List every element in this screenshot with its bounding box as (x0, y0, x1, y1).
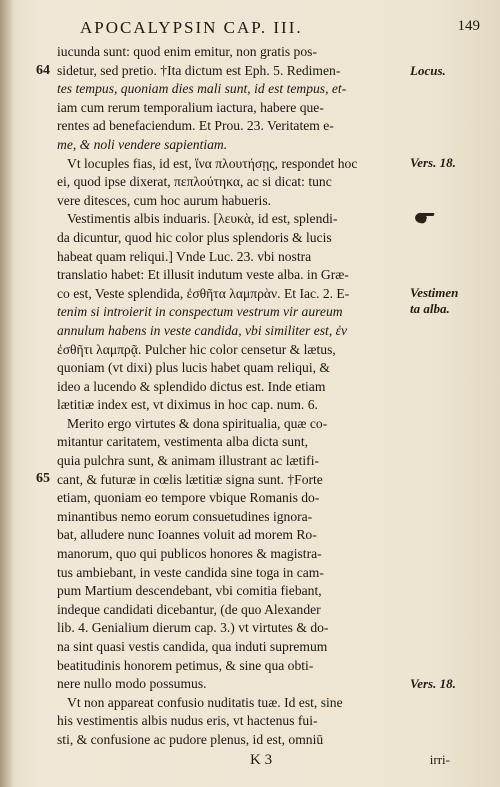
text-line: Vt locuples fias, id est, ἵνα πλουτήσῃς, respondet hoc (67, 155, 358, 171)
margin-note-locus: Locus. (410, 63, 446, 78)
text-line: tenim si introierit in conspectum vestrum vir aureum (57, 304, 343, 320)
text-line: nere nullo modo possumus. (57, 676, 207, 692)
signature-mark: K 3 (250, 752, 273, 768)
body-text (57, 43, 407, 750)
catchword: irri- (429, 752, 450, 767)
text-line: his vestimentis albis nudus eris, vt hactenus fui- (57, 713, 318, 729)
text-line: tes tempus, quoniam dies mali sunt, id est tempus, et- (57, 81, 347, 97)
text-line: iam cum rerum temporalium iactura, habere que- (57, 99, 324, 115)
text-line: quia pulchra sunt, & animam illustrant ac lætifi- (57, 453, 319, 469)
running-title: APOCALYPSIN CAP. III. (80, 18, 303, 37)
page-number: 149 (457, 18, 480, 34)
text-line: minantibus nemo eorum consuetudines ignora- (57, 508, 313, 524)
text-line: ei, quod ipse dixerat, πεπλούτηκα, ac si dicat: tunc (57, 174, 332, 190)
text-line: habeat quam reliqui.] Vnde Luc. 23. vbi nostra (57, 248, 312, 264)
text-line: iucunda sunt: quod enim emitur, non gratis pos- (57, 44, 317, 59)
pointing-hand-icon (414, 209, 436, 225)
text-line: Vestimentis albis induaris. [λευκὰ, id est, splendi- (67, 211, 338, 227)
text-line: pum Martium descendebant, vbi comitia fiebant, (57, 583, 322, 599)
text-line: vere ditesces, cum hoc aurum habueris. (57, 192, 272, 208)
running-header (80, 18, 480, 38)
text-line: ideo a lucendo & splendido dictus est. Inde etiam (57, 378, 326, 394)
text-line: lib. 4. Genialium dierum cap. 3.) vt virtutes & do- (57, 620, 329, 636)
text-line: cant, & futuræ in cœlis lætitiæ signa sunt. †Forte (57, 471, 323, 487)
text-line: lætitiæ index est, vt diximus in hoc cap. num. 6. (57, 397, 318, 413)
text-line: etiam, quoniam eo tempore vbique Romanis do- (57, 490, 320, 506)
text-line: manorum, quo qui publicos honores & magistra- (57, 546, 322, 562)
text-line: rentes ad benefaciendum. Et Prou. 23. Veritatem e- (57, 118, 334, 134)
margin-note-65: 65 (36, 471, 50, 486)
text-line: beatitudinis honorem petimus, & sine qua obti- (57, 657, 314, 673)
gutter-shadow (0, 0, 14, 787)
text-line: bat, alludere nunc Ioannes voluit ad morem Ro- (57, 527, 317, 543)
text-line: sti, & confusione ac pudore plenus, id est, omniū (57, 731, 324, 747)
text-line: indeque candidati dicebantur, (de quo Alexander (57, 601, 321, 617)
text-line: da dicuntur, quod hic color plus splendoris & lucis (57, 229, 332, 245)
text-line: translatio habet: Et illusit indutum veste alba. in Græ- (57, 267, 349, 283)
text-line: me, & noli vendere sapientiam. (57, 136, 228, 152)
text-line: mitantur caritatem, vestimenta alba dicta sunt, (57, 434, 309, 450)
text-line: quoniam (vt dixi) plus lucis habet quam reliqui, & (57, 360, 330, 376)
text-line: annulum habens in veste candida, vbi similiter est, ἐν (57, 322, 348, 338)
text-line: sidetur, sed pretio. †Ita dictum est Eph. 5. Redimen- (57, 62, 341, 78)
text-line: na sint quasi vestis candida, qua induti supremum (57, 639, 328, 654)
text-line: ἐσθῆτι λαμπρᾷ. Pulcher hic color censetur & lætus, (57, 341, 336, 357)
margin-note-vers-18b: Vers. 18. (410, 676, 456, 691)
text-line: co est, Veste splendida, ἐσθῆτα λαμπρὰν. Et Iac. 2. E- (57, 285, 350, 301)
text-line: Vt non appareat confusio nuditatis tuæ. Id est, sine (67, 694, 343, 710)
text-line: Merito ergo virtutes & dona spiritualia, quæ co- (67, 415, 328, 431)
page-footer (250, 752, 480, 772)
margin-note-vestimenta: Vestimen ta alba. (410, 285, 459, 316)
margin-note-64: 64 (36, 63, 50, 78)
text-line: tus ambiebant, in veste candida sine toga in cam- (57, 564, 324, 580)
margin-note-vers-18: Vers. 18. (410, 155, 456, 170)
